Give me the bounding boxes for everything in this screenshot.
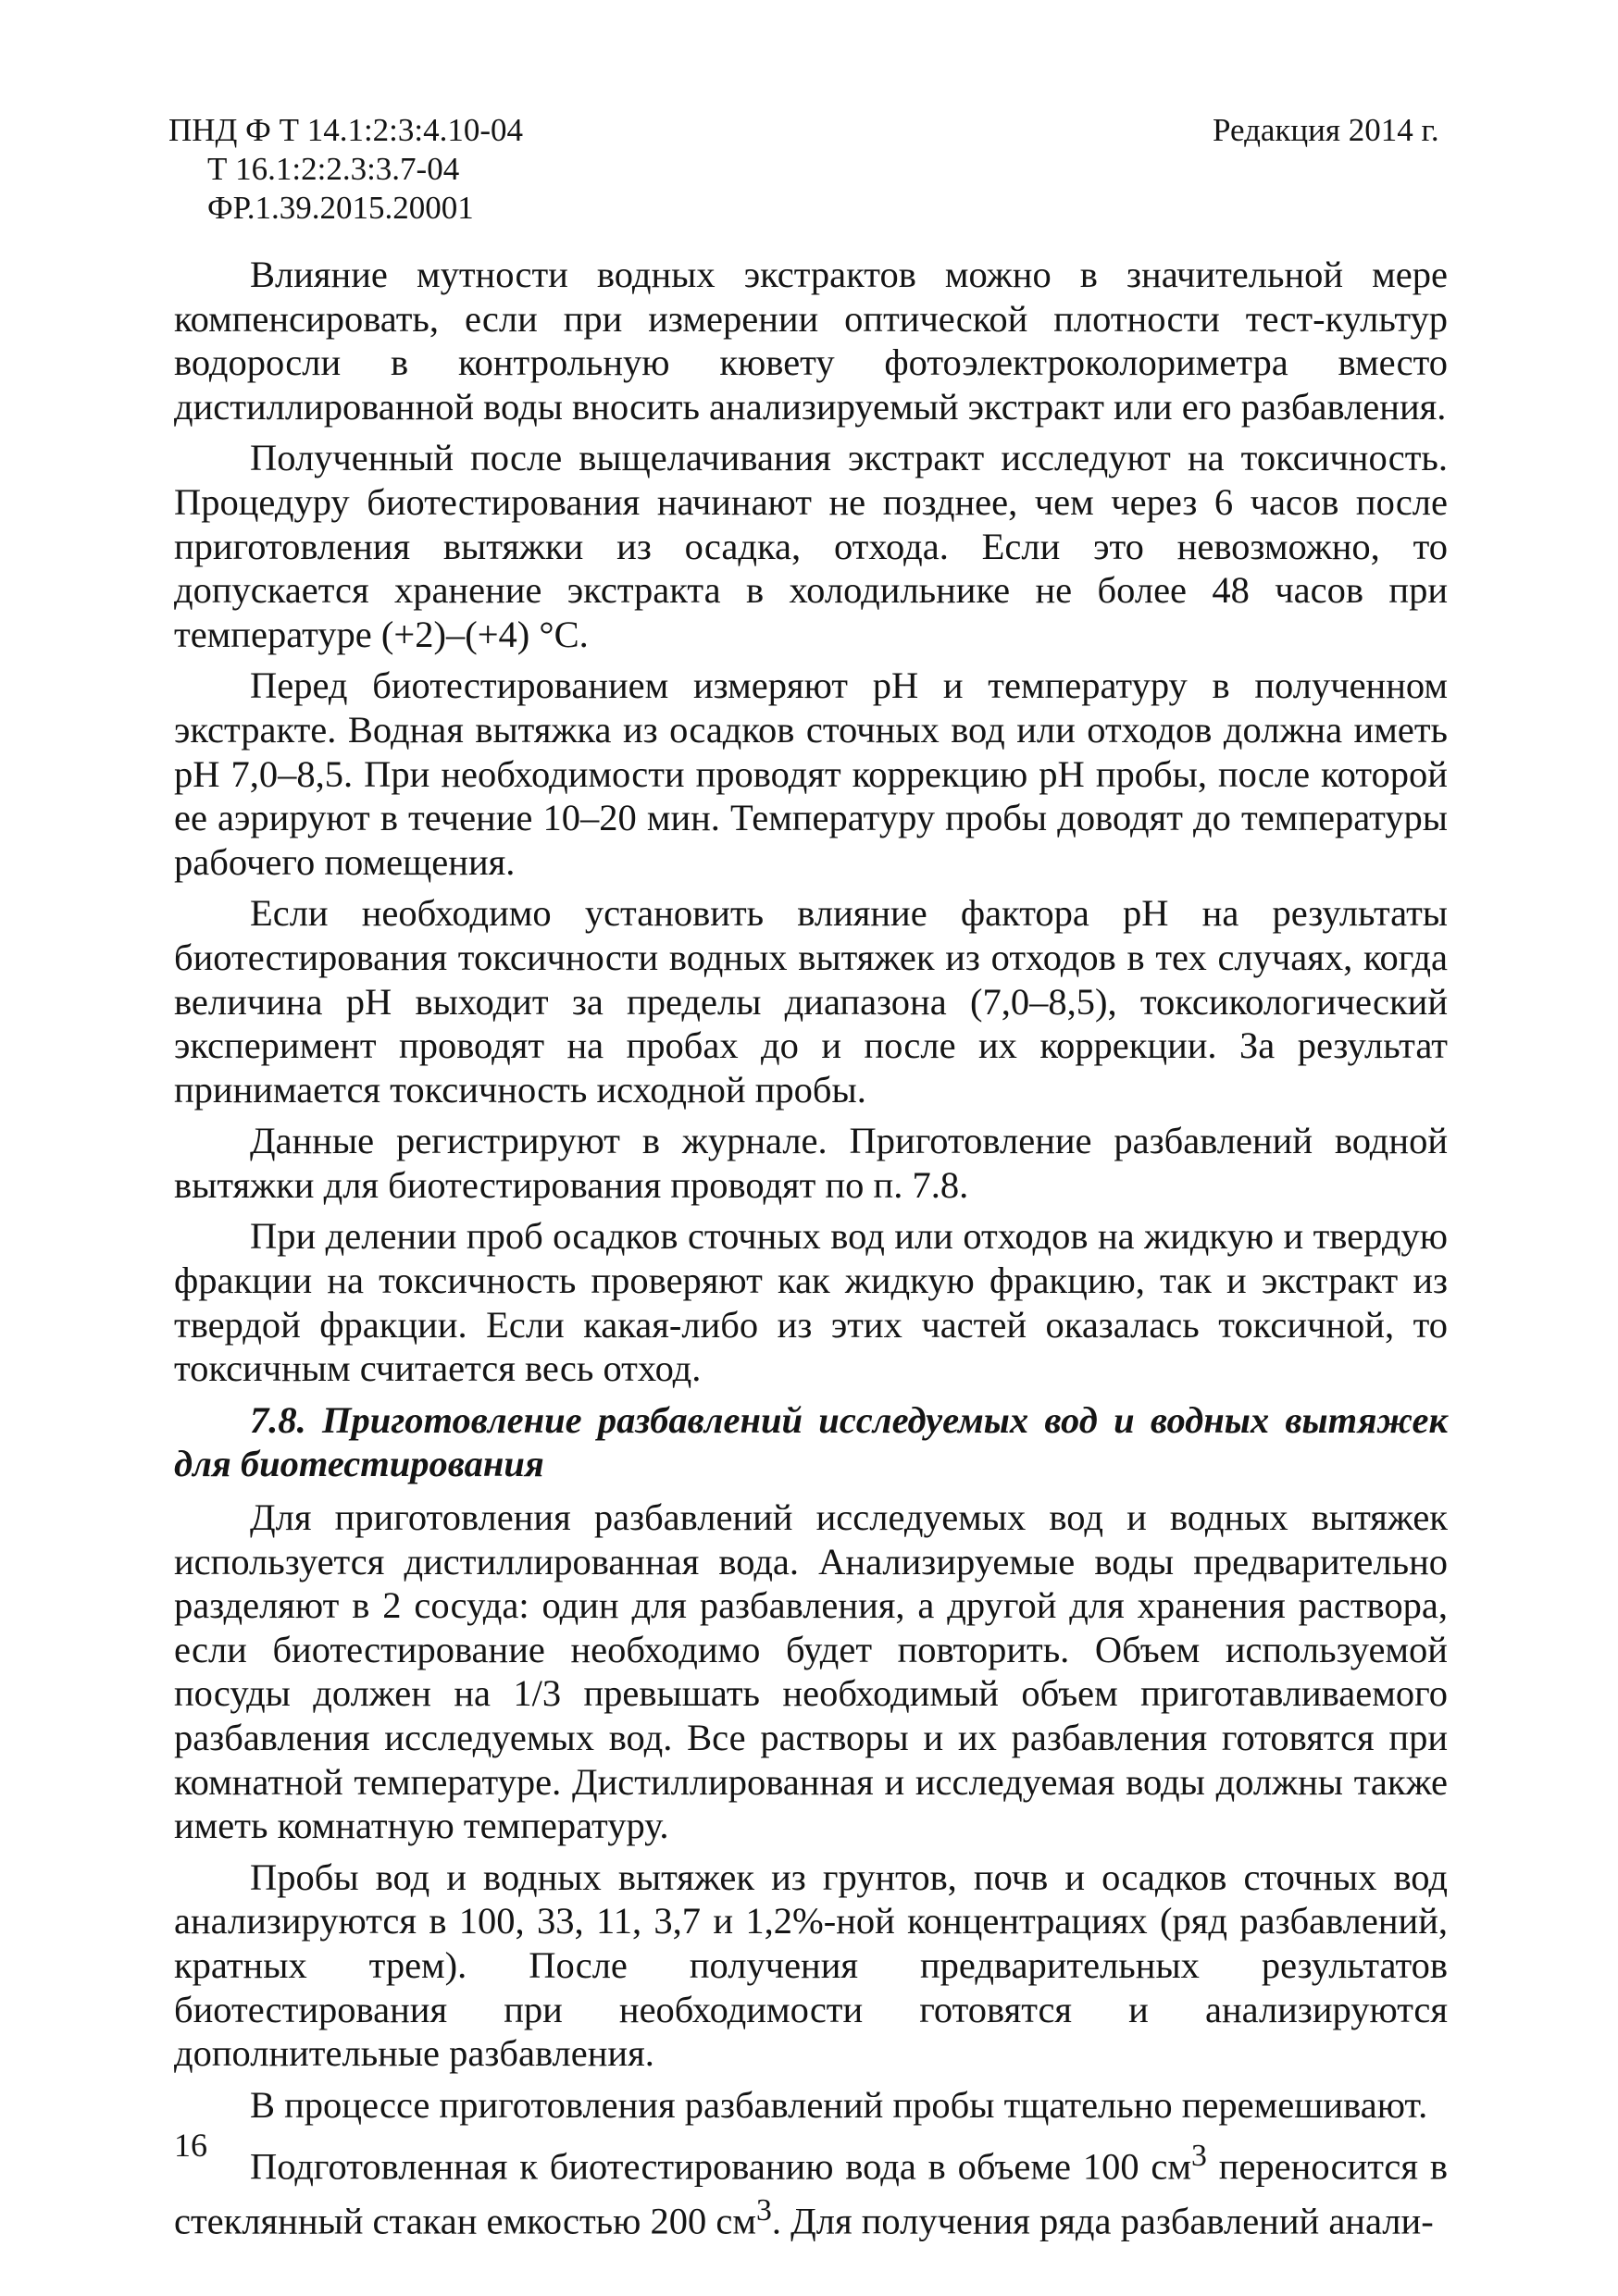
paragraph-last — [174, 2134, 1448, 2243]
paragraph: Если необходимо установить влияние фактора рН на результаты биотестирования токсичности водных вытяжек из отходов в тех случаях, когда величина рН выходит за пределы диапазона (7,0–8,5), токсикологический эксперимент проводят на пробах до и после их коррекции. За результат принимается токсичность исходной пробы. — [174, 892, 1448, 1111]
document-codes — [168, 111, 523, 228]
paragraph: Данные регистрируют в журнале. Приготовление разбавлений водной вытяжки для биотестирования проводят по п. 7.8. — [174, 1120, 1448, 1206]
page-number: 16 — [174, 2127, 207, 2164]
superscript: 3 — [1191, 2139, 1207, 2174]
edition-label: Редакция 2014 г. — [1213, 112, 1439, 148]
document-body — [174, 253, 1448, 2252]
paragraph: Полученный после выщелачивания экстракт исследуют на токсичность. Процедуру биотестирования начинают не позднее, чем через 6 часов после приготовления вытяжки из осадка, отхода. Если это невозможно, то допускается хранение экстракта в холодильнике не более 48 часов при температуре (+2)–(+4) °С. — [174, 437, 1448, 655]
superscript: 3 — [756, 2193, 772, 2228]
doc-code-2: Т 16.1:2:2.3:3.7-04 — [207, 151, 460, 187]
paragraph: Влияние мутности водных экстрактов можно в значительной мере компенсировать, если при измерении оптической плотности тест-культур водоросли в контрольную кювету фотоэлектроколориметра вместо дистиллированной воды вносить анализируемый экстракт или его разбавления. — [174, 254, 1448, 428]
text-run: . Для получения ряда разбавлений анали- — [771, 2200, 1434, 2242]
text-run: переносится в стеклянный стакан емкостью 200 см — [174, 2145, 1448, 2242]
paragraph: Перед биотестированием измеряют рН и температуру в полученном экстракте. Водная вытяжка из осадков сточных вод или отходов должна иметь рН 7,0–8,5. При необходимости проводят коррекцию рН пробы, после которой ее аэрируют в течение 10–20 мин. Температуру пробы доводят до температуры рабочего помещения. — [174, 664, 1448, 883]
section-heading: 7.8. Приготовление разбавлений исследуемых вод и водных вытяжек для биотестирования — [174, 1398, 1448, 1485]
paragraph: Пробы вод и водных вытяжек из грунтов, почв и осадков сточных вод анализируются в 100, 33, 11, 3,7 и 1,2%-ной концентрациях (ряд разбавлений, кратных трем). После получения предварительных результатов биотестирования при необходимости готовятся и анализируются дополнительные разбавления. — [174, 1855, 1448, 2075]
doc-code-1: ПНД Ф Т 14.1:2:3:4.10-04 — [168, 112, 524, 148]
paragraph: Для приготовления разбавлений исследуемых вод и водных вытяжек используется дистиллированная вода. Анализируемые воды предварительно разделяют в 2 сосуда: один для разбавления, а другой для хранения раствора, если биотестирование необходимо будет повторить. Объем используемой посуды должен на 1/3 превышать необходимый объем приготавливаемого разбавления исследуемых вод. Все растворы и их разбавления готовятся при комнатной температуре. Дистиллированная и исследуемая воды должны также иметь комнатную температуру. — [174, 1496, 1448, 1847]
doc-code-3: ФР.1.39.2015.20001 — [207, 190, 474, 226]
paragraph: При делении проб осадков сточных вод или отходов на жидкую и твердую фракции на токсичность проверяют как жидкую фракцию, так и экстракт из твердой фракции. Если какая-либо из этих частей оказалась токсичной, то токсичным считается весь отход. — [174, 1215, 1448, 1390]
paragraph: В процессе приготовления разбавлений пробы тщательно перемешивают. — [250, 2083, 1428, 2126]
text-run: Подготовленная к биотестированию вода в объеме 100 см — [250, 2145, 1192, 2188]
